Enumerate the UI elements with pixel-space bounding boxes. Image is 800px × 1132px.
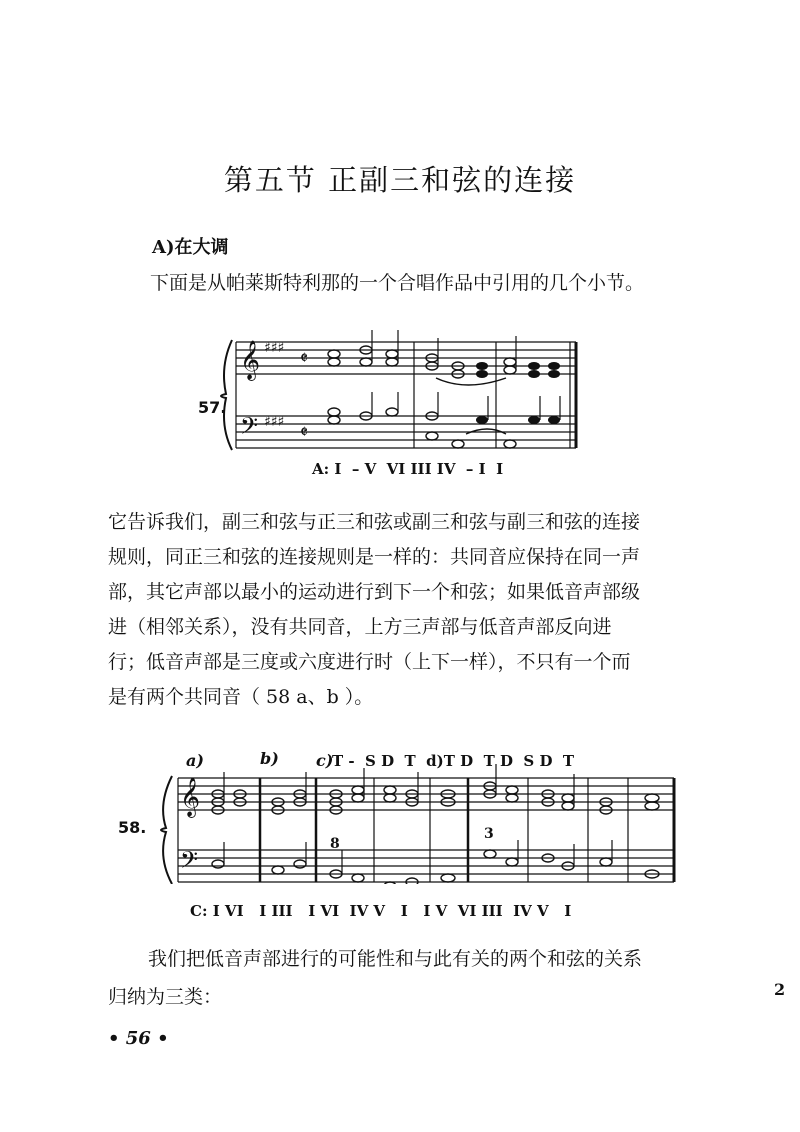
- page-number: • 56 •: [108, 1028, 169, 1049]
- body-line: 是有两个共同音（ 58 a、b ）。: [108, 686, 374, 708]
- music-example-57: [196, 326, 596, 490]
- svg-text:𝄞: 𝄞: [180, 777, 201, 817]
- figure-8: 8: [330, 836, 340, 852]
- harmony-analysis-57: A: I – V VI III IV – I I: [312, 460, 504, 478]
- svg-text:𝄞: 𝄞: [240, 340, 261, 380]
- music-example-58: [118, 744, 688, 920]
- subheading: A)在大调: [152, 237, 229, 258]
- closing-line: 归纳为三类：: [108, 986, 223, 1008]
- section-title: 第五节 正副三和弦的连接: [223, 163, 577, 197]
- function-labels-58: T - S D T d)T D T D S D T: [332, 752, 575, 770]
- body-line: 进（相邻关系），没有共同音，上方三声部与低音声部反向进: [108, 616, 612, 638]
- harmony-analysis-58: C: I VI I III I VI IV V I I V VI III IV V I: [190, 902, 572, 920]
- svg-text:𝄢: 𝄢: [180, 846, 199, 879]
- body-line: 规则，同正三和弦的连接规则是一样的：共同音应保持在同一声: [108, 546, 641, 568]
- svg-text:♯♯♯: ♯♯♯: [264, 340, 285, 356]
- label-c: c): [316, 751, 334, 770]
- label-a: a): [186, 751, 204, 770]
- margin-mark: 2: [774, 980, 786, 999]
- example-number-58: 58.: [118, 818, 147, 837]
- svg-text:♯♯♯: ♯♯♯: [264, 414, 285, 430]
- body-paragraph: [108, 505, 708, 715]
- svg-text:𝄵: 𝄵: [300, 422, 309, 443]
- label-b: b): [260, 749, 279, 768]
- closing-paragraph: [108, 940, 708, 1016]
- body-line: 行；低音声部是三度或六度进行时（上下一样），不只有一个而: [108, 651, 631, 673]
- svg-text:𝄵: 𝄵: [300, 348, 309, 369]
- body-line: 部，其它声部以最小的运动进行到下一个和弦；如果低音声部级: [108, 581, 641, 603]
- body-line: 它告诉我们，副三和弦与正三和弦或副三和弦与副三和弦的连接: [108, 511, 641, 533]
- intro-paragraph: 下面是从帕莱斯特利那的一个合唱作品中引用的几个小节。: [150, 272, 645, 294]
- svg-text:𝄢: 𝄢: [240, 412, 259, 445]
- example-number-57: 57.: [198, 398, 227, 417]
- figure-3: 3: [484, 826, 494, 842]
- closing-line: 我们把低音声部进行的可能性和与此有关的两个和弦的关系: [148, 948, 643, 970]
